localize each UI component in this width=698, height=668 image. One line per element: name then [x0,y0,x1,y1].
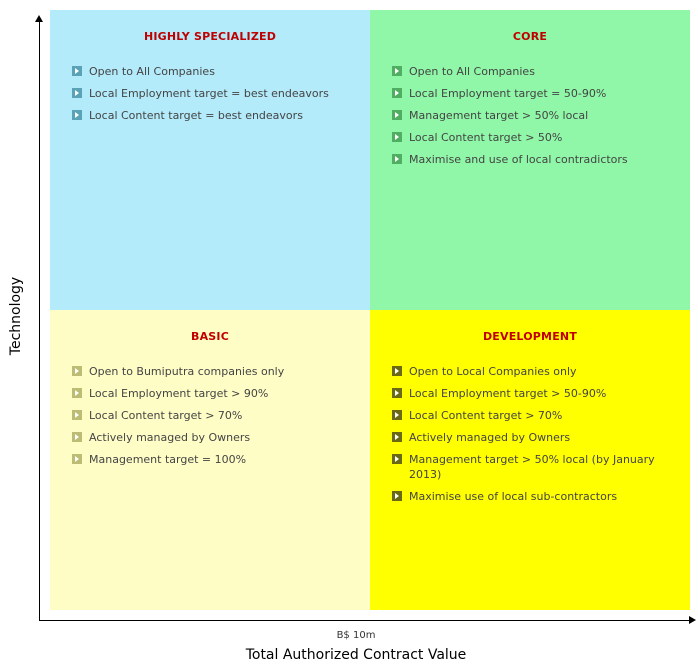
quadrant-core [370,10,690,310]
list-item [72,430,356,445]
arrow-bullet-icon [392,491,402,501]
arrow-bullet-icon [392,410,402,420]
y-axis-label: Technology [8,276,24,356]
item-text: Local Content target = best endeavors [89,109,303,122]
list-item [72,108,356,123]
x-axis-label: Total Authorized Contract Value [245,647,467,663]
item-text: Actively managed by Owners [409,431,571,444]
item-text: Open to Local Companies only [409,365,577,378]
item-list [72,364,356,474]
y-axis-arrow-icon [35,15,43,22]
arrow-bullet-icon [392,366,402,376]
list-item [72,64,356,79]
item-text: Local Content target > 70% [409,409,563,422]
list-item [72,452,356,467]
item-list [72,64,356,130]
arrow-bullet-icon [72,110,82,120]
item-text: Open to Bumiputra companies only [89,365,285,378]
item-text: Management target > 50% local (by January 2013) [409,453,655,481]
arrow-bullet-icon [392,454,402,464]
arrow-bullet-icon [72,388,82,398]
quadrant-title: CORE [512,30,548,43]
list-item [392,152,676,167]
list-item [392,108,676,123]
list-item [72,408,356,423]
arrow-bullet-icon [72,432,82,442]
arrow-bullet-icon [392,154,402,164]
arrow-bullet-icon [392,66,402,76]
quadrant-title: DEVELOPMENT [482,330,578,343]
item-text: Open to All Companies [89,65,215,78]
item-text: Management target > 50% local [409,109,589,122]
arrow-bullet-icon [392,132,402,142]
item-text: Local Employment target = best endeavors [89,87,329,100]
list-item [392,86,676,101]
item-list [392,364,676,511]
arrow-bullet-icon [72,366,82,376]
list-item [72,364,356,379]
list-item [392,408,676,423]
list-item [392,64,676,79]
item-text: Local Employment target > 90% [89,387,269,400]
item-text: Open to All Companies [409,65,535,78]
quadrant-basic [50,310,370,610]
quadrant-title: BASIC [191,330,229,343]
item-text: Management target = 100% [89,453,247,466]
list-item [392,364,676,379]
item-text: Local Employment target = 50-90% [409,87,607,100]
item-text: Local Employment target > 50-90% [409,387,607,400]
list-item [392,489,676,504]
arrow-bullet-icon [72,88,82,98]
item-text: Actively managed by Owners [89,431,251,444]
list-item [72,386,356,401]
list-item [72,86,356,101]
item-list [392,64,676,174]
list-item [392,452,676,482]
arrow-bullet-icon [392,388,402,398]
item-text: Local Content target > 70% [89,409,243,422]
arrow-bullet-icon [392,110,402,120]
item-text: Local Content target > 50% [409,131,563,144]
arrow-bullet-icon [72,66,82,76]
item-text: Maximise use of local sub-contractors [409,490,618,503]
item-text: Maximise and use of local contradictors [409,153,628,166]
arrow-bullet-icon [72,410,82,420]
list-item [392,430,676,445]
y-axis-line [39,20,40,620]
quadrant-development [370,310,690,610]
x-axis-line [39,620,690,621]
arrow-bullet-icon [72,454,82,464]
list-item [392,386,676,401]
arrow-bullet-icon [392,88,402,98]
quadrant-title: HIGHLY SPECIALIZED [143,30,277,43]
x-axis-arrow-icon [689,616,696,624]
x-axis-tick-label: B$ 10m [336,630,376,641]
quadrant-highly-specialized [50,10,370,310]
list-item [392,130,676,145]
arrow-bullet-icon [392,432,402,442]
